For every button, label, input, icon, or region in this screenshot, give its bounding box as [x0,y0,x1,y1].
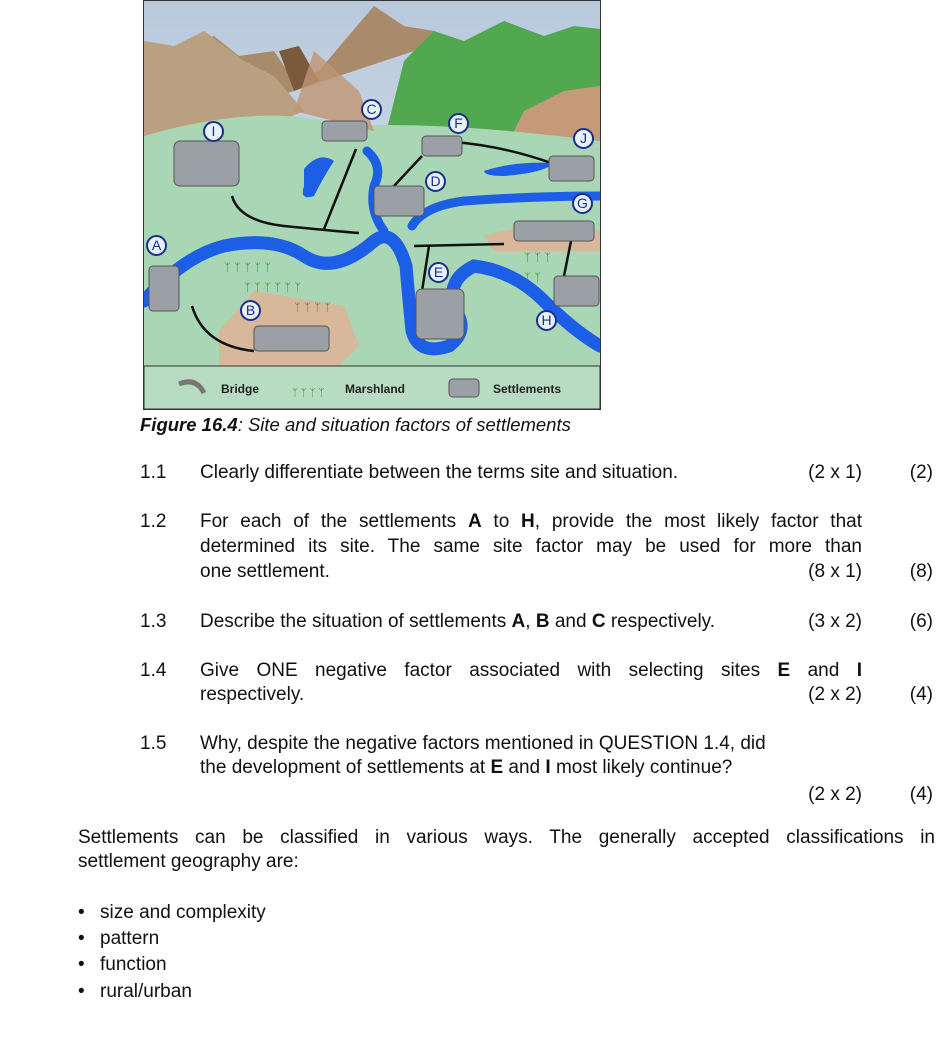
bullet-item: •size and complexity [78,902,266,924]
caption-text: : Site and situation factors of settlements [237,414,571,435]
question-text: For each of the settlements A to H, provide the most likely factor that [200,511,862,532]
question-score: (4) [909,784,933,805]
legend-marshland: Marshland [345,382,406,396]
settlement-label-i: I [203,121,224,142]
settlement-label-a: A [146,235,167,256]
question-text: Describe the situation of settlements A, B and C respectively. [200,611,716,632]
question-score: (2) [909,462,933,483]
settlement-figure [143,0,601,410]
question-number: 1.4 [140,660,167,681]
question-number: 1.2 [140,511,167,532]
settlement-label-j: J [573,128,594,149]
legend-bridge: Bridge [221,382,260,396]
question-mark-breakdown: (2 x 1) [808,462,862,483]
caption-number: Figure 16.4 [140,414,238,435]
question-text: one settlement. [200,561,330,582]
question-mark-breakdown: (2 x 2) [808,684,862,705]
question-mark-breakdown: (2 x 2) [808,784,862,805]
question-number: 1.1 [140,462,167,483]
question-text: Give ONE negative factor associated with selecting sites E and I [200,660,862,681]
settlement-label-g: G [572,193,593,214]
settlement-label-e: E [428,262,449,283]
question-text: Clearly differentiate between the terms site and situation. [200,462,679,483]
settlement-label-c: C [361,99,382,120]
bullet-item: •pattern [78,928,159,950]
question-score: (6) [909,611,933,632]
bullet-item: •function [78,954,167,976]
settlement-label-h: H [536,310,557,331]
paragraph-line: Settlements can be classified in various ways. The generally accepted classifications in [78,827,935,848]
question-text: the development of settlements at E and I most likely continue? [200,757,733,778]
svg-text:ᛉ ᛉ ᛉ ᛉ ᛉ: ᛉ ᛉ ᛉ ᛉ ᛉ [224,261,271,274]
settlement-map-illustration [144,1,600,409]
settlement-label-f: F [448,113,469,134]
question-text: determined its site. The same site factor may be used for more than [200,536,862,557]
svg-text:ᛉ ᛉ ᛉ ᛉ ᛉ ᛉ: ᛉ ᛉ ᛉ ᛉ ᛉ ᛉ [244,281,302,294]
question-number: 1.3 [140,611,167,632]
question-text: Why, despite the negative factors mentioned in QUESTION 1.4, did [200,733,766,754]
legend-settlements: Settlements [493,382,562,396]
svg-text:ᛉ ᛉ: ᛉ ᛉ [524,271,541,284]
question-score: (8) [909,561,933,582]
settlement-label-d: D [425,171,446,192]
question-text: respectively. [200,684,305,705]
svg-text:ᛉ ᛉ ᛉ ᛉ: ᛉ ᛉ ᛉ ᛉ [292,388,325,399]
svg-text:ᛉ ᛉ ᛉ: ᛉ ᛉ ᛉ [524,251,551,264]
bullet-item: •rural/urban [78,981,192,1003]
question-number: 1.5 [140,733,167,754]
svg-text:ᛉ ᛉ ᛉ ᛉ: ᛉ ᛉ ᛉ ᛉ [294,301,331,314]
settlement-label-b: B [240,300,261,321]
figure-caption [140,414,571,436]
paragraph-line: settlement geography are: [78,851,299,872]
question-score: (4) [909,684,933,705]
question-mark-breakdown: (8 x 1) [808,561,862,582]
question-mark-breakdown: (3 x 2) [808,611,862,632]
